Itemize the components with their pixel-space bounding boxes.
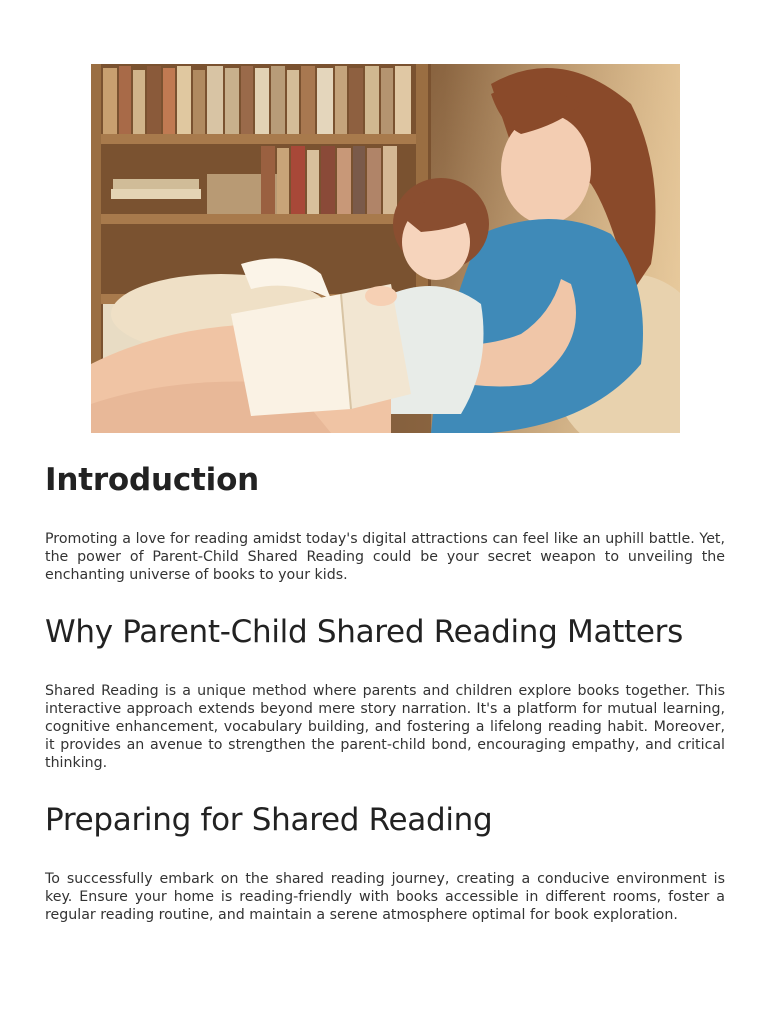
article-content bbox=[45, 460, 725, 924]
mother-daughter-reading-illustration bbox=[91, 64, 680, 433]
section-heading-preparing-for-shared-reading: Preparing for Shared Reading bbox=[45, 802, 493, 838]
section-paragraph-introduction: Promoting a love for reading amidst today's digital attractions can feel like an uphill battle. Yet, the power of Parent-Child Shared Reading could be your secret weapon to unveiling the enchanting universe of books to your kids. bbox=[45, 531, 725, 583]
section-heading-why-shared-reading-matters: Why Parent-Child Shared Reading Matters bbox=[45, 614, 683, 650]
section-heading-introduction: Introduction bbox=[45, 462, 260, 498]
section-paragraph-why-shared-reading-matters: Shared Reading is a unique method where parents and children explore books together. This interactive approach extends beyond mere story narration. It's a platform for mutual learning, cognitive enhancement, vocabulary building, and fostering a lifelong reading habit. Moreover, it provides an avenue to strengthen the parent-child bond, encouraging empathy, and critical thinking. bbox=[45, 683, 725, 771]
section-paragraph-preparing-for-shared-reading: To successfully embark on the shared reading journey, creating a conducive environment is key. Ensure your home is reading-friendly with books accessible in different rooms, foster a regular reading routine, and maintain a serene atmosphere optimal for book exploration. bbox=[45, 871, 725, 923]
hero-image bbox=[91, 64, 680, 433]
